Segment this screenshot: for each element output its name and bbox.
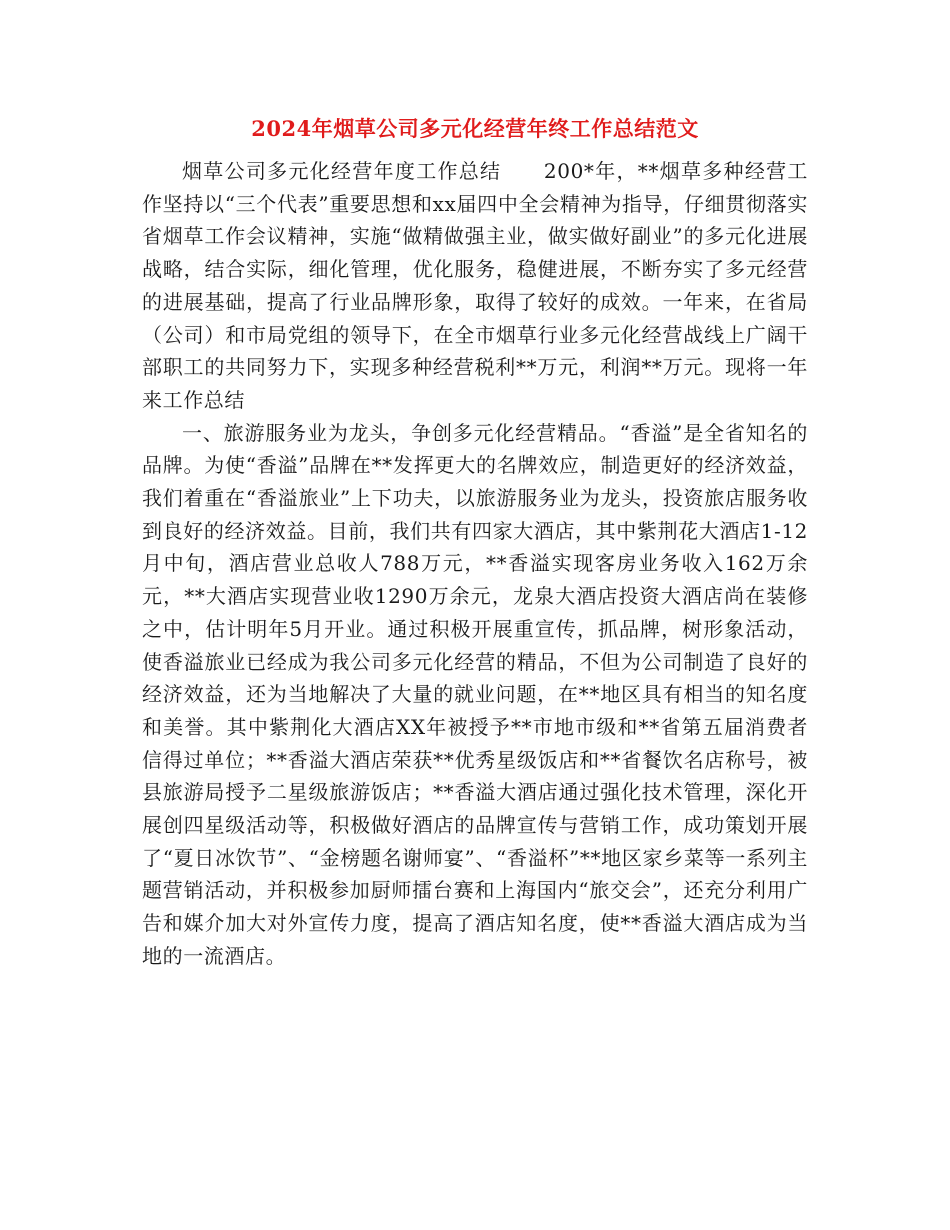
document-title: 2024年烟草公司多元化经营年终工作总结范文	[251, 116, 699, 141]
document-body	[142, 155, 808, 973]
paragraph-intro: 烟草公司多元化经营年度工作总结 200*年，**烟草多种经营工作坚持以“三个代表”重要思想和xx届四中全会精神为指导，仔细贯彻落实省烟草工作会议精神，实施“做精做强主业，做实做好副业”的多元化进展战略，结合实际，细化管理，优化服务，稳健进展，不断夯实了多元经营的进展基础，提高了行业品牌形象，取得了较好的成效。一年来，在省局（公司）和市局党组的领导下，在全市烟草行业多元化经营战线上广阔干部职工的共同努力下，实现多种经营税利**万元，利润**万元。现将一年来工作总结	[142, 159, 808, 412]
paragraph-section-one: 一、旅游服务业为龙头，争创多元化经营精品。“香溢”是全省知名的品牌。为使“香溢”品牌在**发挥更大的名牌效应，制造更好的经济效益，我们着重在“香溢旅业”上下功夫，以旅游服务业为龙头，投资旅店服务收到良好的经济效益。目前，我们共有四家大酒店，其中紫荆花大酒店1-12月中旬，酒店营业总收人788万元，**香溢实现客房业务收入162万余元，**大酒店实现营业收1290万余元，龙泉大酒店投资大酒店尚在装修之中，估计明年5月开业。通过积极开展重宣传，抓品牌，树形象活动，使香溢旅业已经成为我公司多元化经营的精品，不但为公司制造了良好的经济效益，还为当地解决了大量的就业问题，在**地区具有相当的知名度和美誉。其中紫荆化大酒店XX年被授予**市地市级和**省第五届消费者信得过单位；**香溢大酒店荣获**优秀星级饭店和**省餐饮名店称号，被县旅游局授予二星级旅游饭店；**香溢大酒店通过强化技术管理，深化开展创四星级活动等，积极做好酒店的品牌宣传与营销工作，成功策划开展了“夏日冰饮节”、“金榜题名谢师宴”、“香溢杯”**地区家乡菜等一系列主题营销活动，并积极参加厨师擂台赛和上海国内“旅交会”，还充分利用广告和媒介加大对外宣传力度，提高了酒店知名度，使**香溢大酒店成为当地的一流酒店。	[142, 420, 808, 968]
